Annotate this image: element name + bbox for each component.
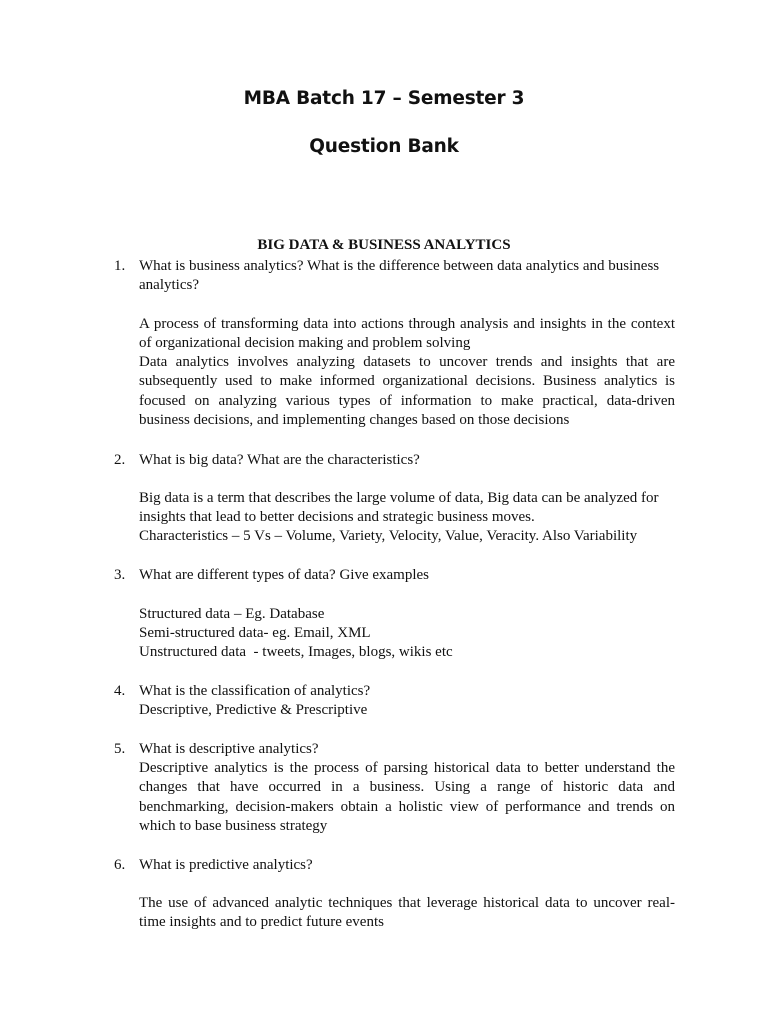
answer-text: Semi-structured data- eg. Email, XML (139, 625, 371, 641)
question-number: 4. (114, 683, 126, 699)
answer-text: A process of transforming data into actions through analysis and insights in the context of organizational decision making and problem solving (139, 316, 675, 352)
document-title: MBA Batch 17 – Semester 3 (243, 88, 525, 109)
question-text: What are different types of data? Give examples (139, 567, 430, 583)
question-number: 3. (114, 567, 126, 583)
question-number: 5. (114, 741, 126, 757)
section-heading: BIG DATA & BUSINESS ANALYTICS (257, 237, 511, 253)
answer-text: Unstructured data - tweets, Images, blogs, wikis etc (139, 644, 453, 660)
answer-text: The use of advanced analytic techniques that leverage historical data to uncover real-time insights and to predict future events (139, 895, 675, 931)
answer-text: Descriptive, Predictive & Prescriptive (139, 702, 368, 718)
answer-text: Characteristics – 5 Vs – Volume, Variety, Velocity, Value, Veracity. Also Variability (139, 528, 638, 544)
answer-text: Big data is a term that describes the large volume of data, Big data can be analyzed for insights that lead to better decisions and strategic business moves. (139, 490, 659, 526)
question-number: 2. (114, 452, 126, 468)
question-number: 1. (114, 258, 126, 274)
question-number: 6. (114, 857, 126, 873)
answer-text: Data analytics involves analyzing datasets to uncover trends and insights that are subsequently used to make informed organizational decisions. Business analytics is focused on analyzing various types of information to make practical, data-driven business decisions, and implementing changes based on those decisions (139, 354, 675, 429)
question-text: What is business analytics? What is the difference between data analytics and business analytics? (139, 258, 660, 294)
question-text: What is the classification of analytics? (139, 683, 371, 699)
answer-text: Structured data – Eg. Database (139, 606, 325, 622)
question-text: What is predictive analytics? (139, 857, 313, 873)
document-subtitle: Question Bank (309, 136, 459, 157)
question-text: What is descriptive analytics? (139, 741, 319, 757)
question-text: What is big data? What are the characteristics? (139, 452, 420, 468)
answer-text: Descriptive analytics is the process of parsing historical data to better understand the changes that have occurred in a business. Using a range of historic data and benchmarking, decision-makers obtain a holistic view of performance and trends on which to base business strategy (139, 760, 675, 835)
